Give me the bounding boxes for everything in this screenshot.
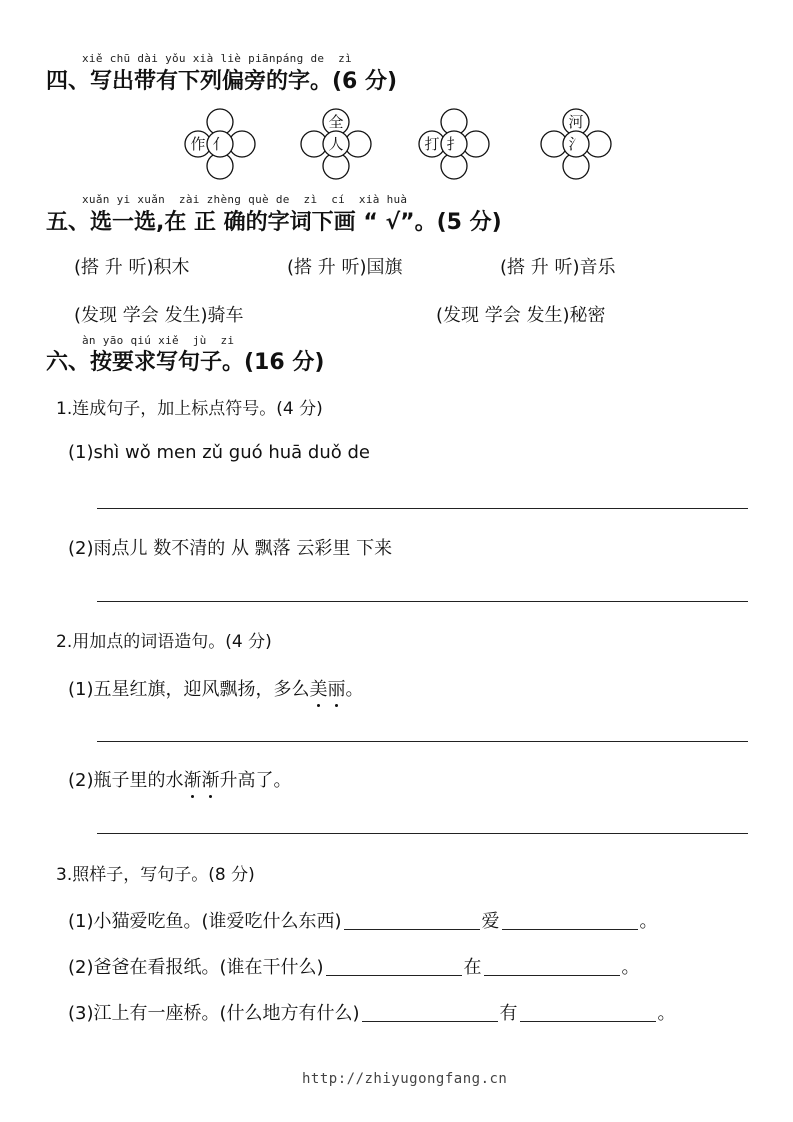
flower-2-petal-char: 全 bbox=[328, 113, 344, 131]
q3-item-2 bbox=[68, 953, 640, 979]
flower-3-radical: 扌 bbox=[446, 135, 462, 153]
q3-item-1-keyword: 爱 bbox=[481, 911, 500, 932]
q3-item-1-end: 。 bbox=[639, 911, 658, 932]
flower-4 bbox=[541, 109, 611, 179]
dotted-char: 美 bbox=[310, 675, 328, 701]
section5-title: 五、选一选,在 正 确的字词下画 “ √”。(5 分) bbox=[46, 210, 502, 235]
answer-blank[interactable] bbox=[520, 1003, 656, 1022]
q3-item-2-end: 。 bbox=[621, 957, 640, 978]
q2-item-1-answer-line[interactable] bbox=[97, 741, 748, 742]
q1-item-1: (1)shì wǒ men zǔ guó huā duǒ de bbox=[68, 442, 370, 463]
section5-option-1[interactable]: (搭 升 听)积木 bbox=[74, 257, 190, 278]
dotted-char: 丽 bbox=[328, 675, 346, 701]
section6-title: 六、按要求写句子。(16 分) bbox=[46, 350, 325, 375]
section5-option-3[interactable]: (搭 升 听)音乐 bbox=[500, 257, 616, 278]
q1-item-1-answer-line[interactable] bbox=[97, 508, 748, 509]
q1-item-2: (2)雨点儿 数不清的 从 飘落 云彩里 下来 bbox=[68, 538, 393, 559]
q3-item-2-example: (2)爸爸在看报纸。(谁在干什么) bbox=[68, 957, 324, 978]
answer-blank[interactable] bbox=[502, 911, 638, 930]
q2-item-2-text: (2)瓶子里的水 bbox=[68, 770, 184, 791]
dotted-char: 渐 bbox=[184, 766, 202, 792]
section5-option-4[interactable]: (发现 学会 发生)骑车 bbox=[74, 305, 244, 326]
section5-option-5[interactable]: (发现 学会 发生)秘密 bbox=[436, 305, 606, 326]
q3-item-3-end: 。 bbox=[657, 1003, 676, 1024]
q3-item-2-keyword: 在 bbox=[463, 957, 482, 978]
q3-item-3-keyword: 有 bbox=[499, 1003, 518, 1024]
radical-flowers bbox=[180, 100, 620, 184]
q1-item-2-answer-line[interactable] bbox=[97, 601, 748, 602]
flower-1-radical: 亻 bbox=[212, 135, 228, 153]
answer-blank[interactable] bbox=[362, 1003, 498, 1022]
q2-item-2-answer-line[interactable] bbox=[97, 833, 748, 834]
section6-pinyin: àn yāo qiú xiě jù zi bbox=[82, 334, 235, 347]
q2-title: 2.用加点的词语造句。(4 分) bbox=[56, 632, 272, 652]
flower-4-radical: 氵 bbox=[568, 135, 584, 153]
flower-2 bbox=[301, 109, 371, 179]
q3-item-1 bbox=[68, 907, 658, 933]
q2-item-1-text: (1)五星红旗，迎风飘扬，多么 bbox=[68, 679, 310, 700]
q3-item-3 bbox=[68, 999, 676, 1025]
q3-item-1-example: (1)小猫爱吃鱼。(谁爱吃什么东西) bbox=[68, 911, 342, 932]
flower-3-petal-char: 打 bbox=[424, 135, 440, 153]
flower-1-petal-char: 作 bbox=[190, 135, 206, 153]
flower-2-radical: 人 bbox=[328, 135, 344, 153]
section5-pinyin: xuǎn yi xuǎn zài zhèng què de zì cí xià huà bbox=[82, 193, 408, 206]
answer-blank[interactable] bbox=[344, 911, 480, 930]
section5-option-2[interactable]: (搭 升 听)国旗 bbox=[287, 257, 403, 278]
answer-blank[interactable] bbox=[326, 957, 462, 976]
answer-blank[interactable] bbox=[484, 957, 620, 976]
q3-title: 3.照样子，写句子。(8 分) bbox=[56, 865, 255, 885]
q2-item-2 bbox=[68, 766, 292, 792]
flower-3 bbox=[419, 109, 489, 179]
q3-item-3-example: (3)江上有一座桥。(什么地方有什么) bbox=[68, 1003, 360, 1024]
q2-item-1-end: 。 bbox=[345, 679, 364, 700]
dotted-char: 渐 bbox=[202, 766, 220, 792]
section4-title: 四、写出带有下列偏旁的字。(6 分) bbox=[46, 69, 398, 94]
q1-title: 1.连成句子，加上标点符号。(4 分) bbox=[56, 399, 323, 419]
flower-4-petal-char: 河 bbox=[568, 113, 584, 131]
flower-1 bbox=[185, 109, 255, 179]
q2-item-1 bbox=[68, 675, 364, 701]
q2-item-2-end: 升高了。 bbox=[219, 770, 292, 791]
section4-pinyin: xiě chū dài yǒu xià liè piānpáng de zì bbox=[82, 52, 352, 65]
footer-url[interactable]: http://zhiyugongfang.cn bbox=[302, 1071, 508, 1087]
